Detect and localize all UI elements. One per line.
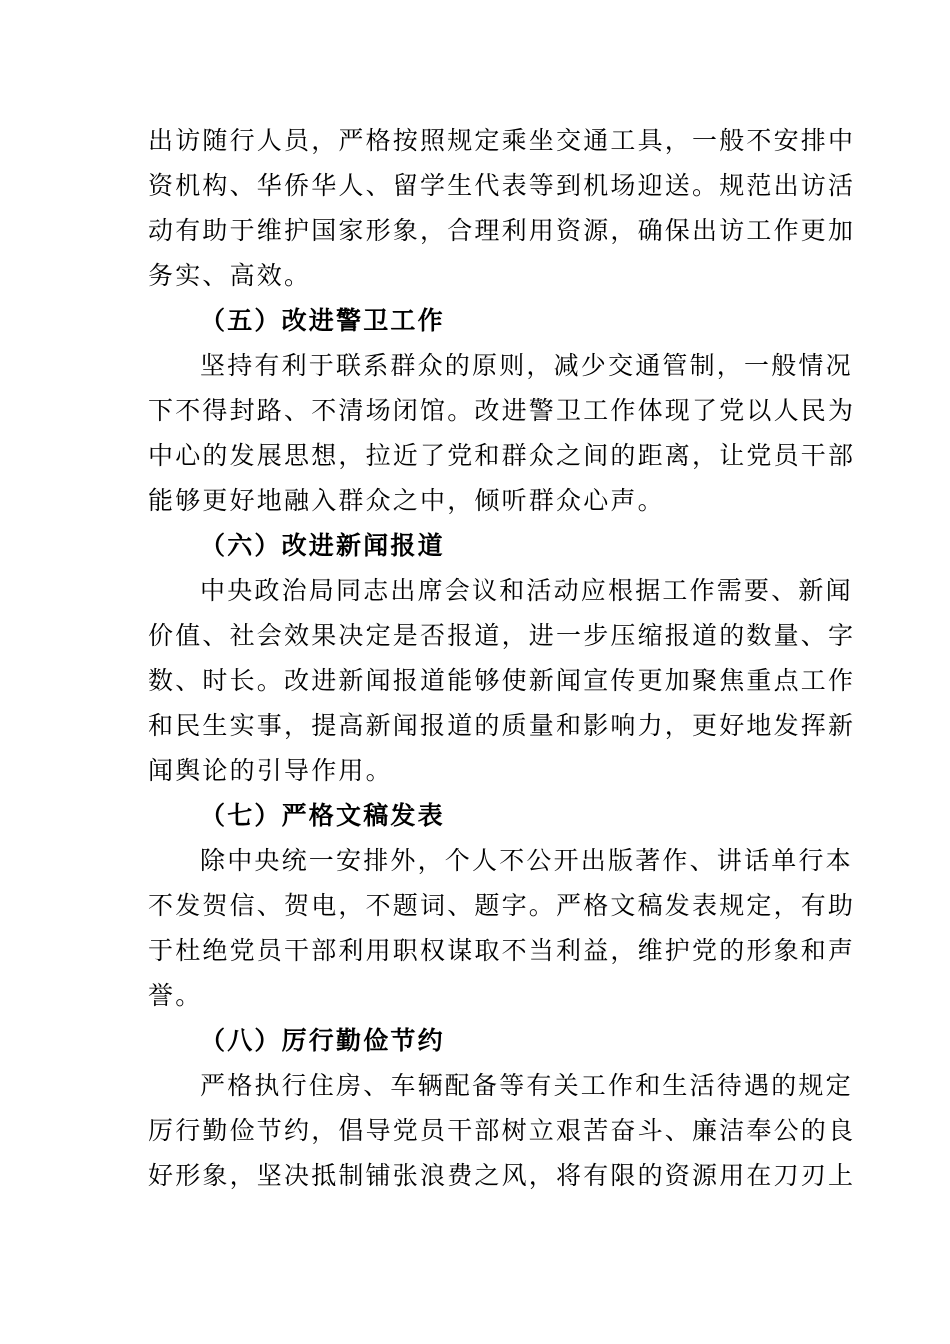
text-line: 好形象，坚决抵制铺张浪费之风，将有限的资源用在刀刃上: [148, 1161, 856, 1190]
text-line: 资机构、华侨华人、留学生代表等到机场迎送。规范出访活: [148, 171, 856, 200]
section-heading-8: （八）厉行勤俭节约: [200, 1026, 445, 1055]
text-line: 不发贺信、贺电，不题词、题字。严格文稿发表规定，有助: [148, 891, 856, 920]
text-line: 于杜绝党员干部利用职权谋取不当利益，维护党的形象和声: [148, 936, 856, 965]
text-line: 除中央统一安排外，个人不公开出版著作、讲话单行本: [200, 846, 853, 875]
text-line: 动有助于维护国家形象，合理利用资源，确保出访工作更加: [148, 216, 856, 245]
paragraph-manuscript-publication: [148, 838, 856, 1018]
text-line: 誉。: [148, 981, 203, 1010]
section-heading-7: （七）严格文稿发表: [200, 801, 445, 830]
text-line: 闻舆论的引导作用。: [148, 756, 393, 785]
text-line: 出访随行人员，严格按照规定乘坐交通工具，一般不安排中: [148, 126, 856, 155]
text-line: 下不得封路、不清场闭馆。改进警卫工作体现了党以人民为: [148, 396, 856, 425]
text-line: 能够更好地融入群众之中，倾听群众心声。: [148, 486, 665, 515]
paragraph-outbound-visits: [148, 118, 856, 298]
text-line: 中心的发展思想，拉近了党和群众之间的距离，让党员干部: [148, 441, 856, 470]
text-line: 中央政治局同志出席会议和活动应根据工作需要、新闻: [200, 576, 853, 605]
text-line: 坚持有利于联系群众的原则，减少交通管制，一般情况: [200, 351, 853, 380]
text-line: 价值、社会效果决定是否报道，进一步压缩报道的数量、字: [148, 621, 856, 650]
paragraph-security-work: [148, 343, 856, 523]
text-line: 和民生实事，提高新闻报道的质量和影响力，更好地发挥新: [148, 711, 856, 740]
text-line: 务实、高效。: [148, 261, 312, 290]
section-heading-6: （六）改进新闻报道: [200, 531, 445, 560]
section-heading-5: （五）改进警卫工作: [200, 306, 445, 335]
text-line: 厉行勤俭节约，倡导党员干部树立艰苦奋斗、廉洁奉公的良: [148, 1116, 856, 1145]
paragraph-news-reporting: [148, 568, 856, 793]
text-line: 严格执行住房、车辆配备等有关工作和生活待遇的规定: [200, 1071, 853, 1100]
text-line: 数、时长。改进新闻报道能够使新闻宣传更加聚焦重点工作: [148, 666, 856, 695]
document-page: [148, 118, 856, 1198]
paragraph-frugality: [148, 1063, 856, 1198]
